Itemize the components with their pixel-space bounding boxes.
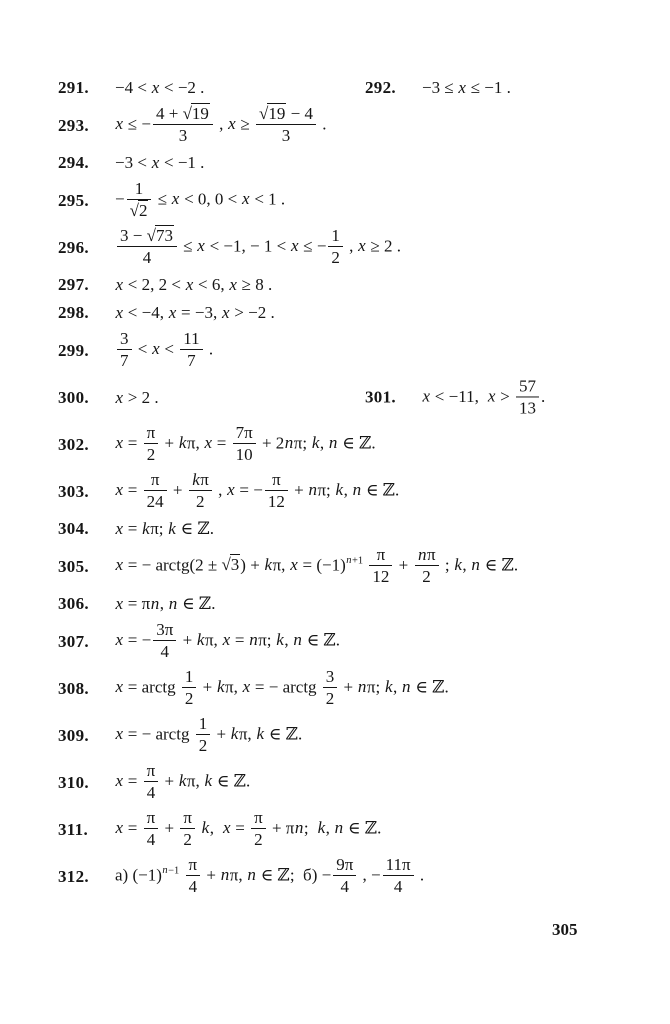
problem-number: 305.	[58, 556, 89, 576]
problem-number: 303.	[58, 481, 89, 501]
answer-line	[58, 177, 650, 224]
answer-line	[58, 712, 650, 759]
answer-expression: − $\frac{1}{√2}$ ≤ x < 0, 0 < x < 1 .	[115, 178, 286, 220]
answer-expression: x = − $\frac{3\pi}{4}$ + kπ, x = nπ; k, n ∈ ℤ.	[115, 619, 341, 661]
problem-number: 296.	[58, 237, 89, 257]
answer-expression: x < 2, 2 < x < 6, x ≥ 8 .	[115, 275, 273, 294]
answer-expression: x > 2 .	[115, 387, 159, 407]
radical: √2	[129, 201, 148, 220]
answer-expression: x = $\frac{\pi}{24}$ + $\frac{k\pi}{2}$ , x = − $\frac{\pi}{12}$ + nπ; k, n ∈ ℤ.	[115, 469, 400, 511]
problem-number: 310.	[58, 772, 89, 792]
problem-number: 298.	[58, 303, 89, 322]
problem-number: 308.	[58, 678, 89, 698]
radical: √19	[259, 103, 286, 123]
answer-expression: x = $\frac{\pi}{2}$ + kπ, x = $\frac{7\pi}{10}$ + 2nπ; k, n ∈ ℤ.	[115, 422, 376, 464]
problem-number: 304.	[58, 519, 89, 538]
answer-expression: −3 ≤ x ≤ −1 .	[422, 78, 511, 97]
answer-line	[58, 102, 650, 149]
fraction: $\frac{\pi}{4}$	[144, 761, 159, 802]
answer-line	[58, 374, 650, 421]
fraction: $\frac{\pi}{2}$	[251, 808, 266, 849]
problem-number: 297.	[58, 275, 89, 294]
fraction: $\frac{1}{2}$	[196, 714, 211, 755]
fraction: $\frac{1}{√2}$	[127, 179, 152, 220]
problem-number: 294.	[58, 153, 89, 172]
radical: √73	[146, 225, 173, 245]
answer-expression: x = kπ; k ∈ ℤ.	[115, 519, 215, 538]
superscript: n−1	[162, 865, 180, 877]
answer-expression: x = − arctg $\frac{1}{2}$ + kπ, k ∈ ℤ.	[115, 713, 303, 755]
answer-second-column	[365, 377, 545, 418]
fraction: $\frac{3 - √73}{4}$	[117, 226, 177, 267]
answer-line	[58, 806, 650, 853]
fraction: $\frac{\pi}{4}$	[186, 855, 201, 896]
fraction: $\frac{57}{13}$	[516, 376, 539, 417]
fraction: $\frac{9\pi}{4}$	[333, 855, 356, 896]
problem-number: 295.	[58, 190, 89, 210]
answer-expression: x = $\frac{\pi}{4}$ + $\frac{\pi}{2}$ k, x = $\frac{\pi}{2}$ + πn; k, n ∈ ℤ.	[115, 807, 382, 849]
fraction: $\frac{1}{2}$	[182, 667, 197, 708]
fraction: $\frac{\pi}{4}$	[144, 808, 159, 849]
answer-line	[58, 271, 650, 299]
answer-expression: −3 < x < −1 .	[115, 153, 205, 172]
answer-line	[58, 224, 650, 271]
page-number: 305	[552, 920, 578, 939]
fraction: $\frac{\pi}{12}$	[369, 545, 392, 586]
answer-expression: x < −4, x = −3, x > −2 .	[115, 303, 275, 322]
problem-number: 309.	[58, 725, 89, 745]
fraction: $\frac{7\pi}{10}$	[233, 423, 256, 464]
answers-list	[58, 74, 650, 900]
radical: √19	[182, 103, 209, 123]
fraction: $\frac{n\pi}{2}$	[415, 545, 439, 586]
answer-expression: x = arctg $\frac{1}{2}$ + kπ, x = − arctg $\frac{3}{2}$ + nπ; k, n ∈ ℤ.	[115, 666, 449, 708]
answer-line	[58, 327, 650, 374]
problem-number: 307.	[58, 631, 89, 651]
answer-line	[58, 543, 650, 590]
answer-line	[58, 590, 650, 618]
problem-number: 311.	[58, 819, 89, 839]
answer-expression: x = πn, n ∈ ℤ.	[115, 594, 216, 613]
answer-line	[58, 74, 650, 102]
answer-expression: x ≤ − $\frac{4 + √19}{3}$ , x ≥ $\frac{√19 - 4}{3}$ .	[115, 103, 327, 145]
problem-number: 292.	[365, 78, 396, 97]
answer-expression: x = $\frac{\pi}{4}$ + kπ, k ∈ ℤ.	[115, 760, 251, 802]
problem-number: 312.	[58, 866, 89, 886]
answer-line	[58, 468, 650, 515]
fraction: $\frac{1}{2}$	[328, 226, 343, 267]
fraction: $\frac{\pi}{24}$	[144, 470, 167, 511]
problem-number: 300.	[58, 387, 89, 407]
problem-number: 301.	[365, 387, 396, 407]
answer-expression: x = − arctg(2 ± √3) + kπ, $x = (-1)^{n+1}$ $\frac{\pi}{12}$ + $\frac{n\pi}{2}$ ; k, n ∈ ℤ.	[115, 544, 519, 586]
fraction: $\frac{3}{7}$	[117, 329, 132, 370]
problem-number: 306.	[58, 594, 89, 613]
fraction: $\frac{3\pi}{4}$	[153, 620, 176, 661]
fraction: $\frac{3}{2}$	[323, 667, 338, 708]
answer-expression: а) $(-1)^{n-1}$ $\frac{\pi}{4}$ + nπ, n ∈ ℤ; б) − $\frac{9\pi}{4}$ , − $\frac{11\pi}{4}$ .	[115, 854, 425, 896]
radical: √3	[221, 555, 240, 575]
answer-line	[58, 149, 650, 177]
fraction: $\frac{11}{7}$	[180, 329, 202, 370]
fraction: $\frac{11\pi}{4}$	[383, 855, 414, 896]
answer-line	[58, 421, 650, 468]
answer-expression: $\frac{3}{7}$ < x < $\frac{11}{7}$ .	[115, 330, 213, 371]
problem-number: 302.	[58, 434, 89, 454]
fraction: $\frac{4 + √19}{3}$	[153, 104, 213, 145]
problem-number: 291.	[58, 78, 89, 97]
answer-line	[58, 759, 650, 806]
answer-line	[58, 665, 650, 712]
fraction: $\frac{\pi}{12}$	[265, 470, 288, 511]
fraction: $\frac{√19 - 4}{3}$	[256, 104, 316, 145]
fraction: $\frac{k\pi}{2}$	[189, 470, 212, 511]
answer-line	[58, 853, 650, 900]
answer-line	[58, 618, 650, 665]
fraction: $\frac{\pi}{2}$	[180, 808, 195, 849]
answer-expression: x < −11, x > $\frac{57}{13}$ .	[422, 375, 546, 417]
problem-number: 293.	[58, 115, 89, 135]
answer-line	[58, 299, 650, 327]
answer-second-column	[365, 78, 511, 98]
answer-line	[58, 515, 650, 543]
problem-number: 299.	[58, 340, 89, 360]
fraction: $\frac{\pi}{2}$	[144, 423, 159, 464]
answer-expression: $\frac{3 - √73}{4}$ ≤ x < −1, − 1 < x ≤ − $\frac{1}{2}$ , x ≥ 2 .	[115, 227, 401, 268]
superscript: n+1	[346, 555, 364, 567]
answer-expression: −4 < x < −2 .	[115, 78, 205, 97]
